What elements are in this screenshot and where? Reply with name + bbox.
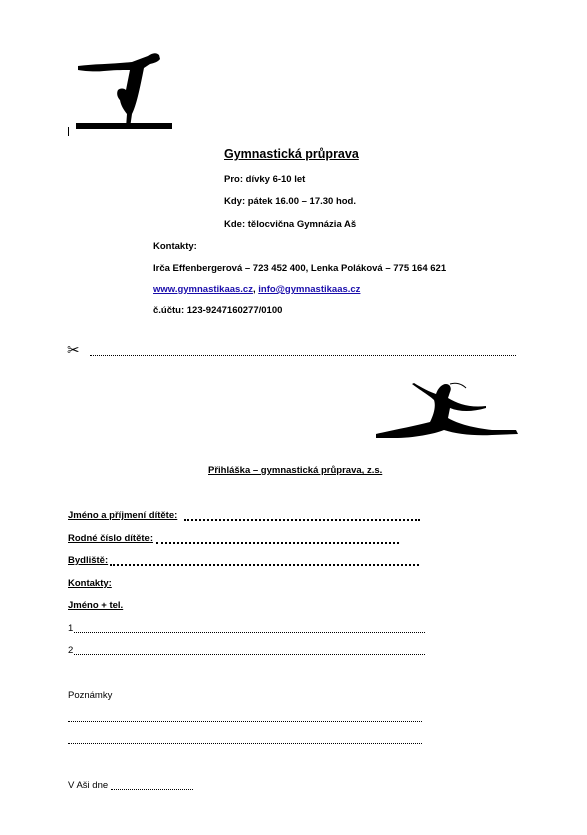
name-tel-label: Jméno + tel. [68,600,124,611]
contact-line-2-label: 2 [68,645,74,656]
notes-line-2[interactable] [68,743,422,744]
form-title: Přihláška – gymnastická průprava, z.s. [208,465,383,476]
email-link[interactable]: info@gymnastikaas.cz [258,284,361,295]
contact-line-2-field[interactable] [74,654,425,655]
notes-label: Poznámky [68,690,113,701]
web-link[interactable]: www.gymnastikaas.cz [153,284,253,295]
child-name-label: Jméno a příjmení dítěte: [68,510,178,521]
account-line: č.účtu: 123-9247160277/0100 [153,305,283,316]
cut-line [90,355,516,356]
address-label: Bydliště: [68,555,109,566]
when-line: Kdy: pátek 16.00 – 17.30 hod. [224,196,357,207]
contact-line-1-field[interactable] [74,632,425,633]
address-field[interactable] [110,564,419,566]
contacts-label: Kontakty: [153,241,197,252]
form-contacts-label: Kontakty: [68,578,112,589]
place-date-field[interactable] [111,789,193,790]
notes-line-1[interactable] [68,721,422,722]
text-cursor [68,127,69,136]
gymnast-handstand-icon [74,50,174,132]
contacts-people: Irča Effenbergerová – 723 452 400, Lenka Poláková – 775 164 621 [153,263,447,274]
birth-number-field[interactable] [156,542,399,544]
birth-number-label: Rodné číslo dítěte: [68,533,153,544]
where-line: Kde: tělocvična Gymnázia Aš [224,219,357,230]
page-title: Gymnastická průprava [224,147,359,161]
for-line: Pro: dívky 6-10 let [224,174,306,185]
link-separator: , [252,284,259,295]
gymnast-split-leap-icon [374,380,520,442]
links-line [153,284,360,295]
child-name-field[interactable] [184,519,420,521]
contact-line-1-label: 1 [68,623,74,634]
scissors-icon: ✂ [67,342,80,359]
place-date-label: V Aši dne [68,780,109,791]
